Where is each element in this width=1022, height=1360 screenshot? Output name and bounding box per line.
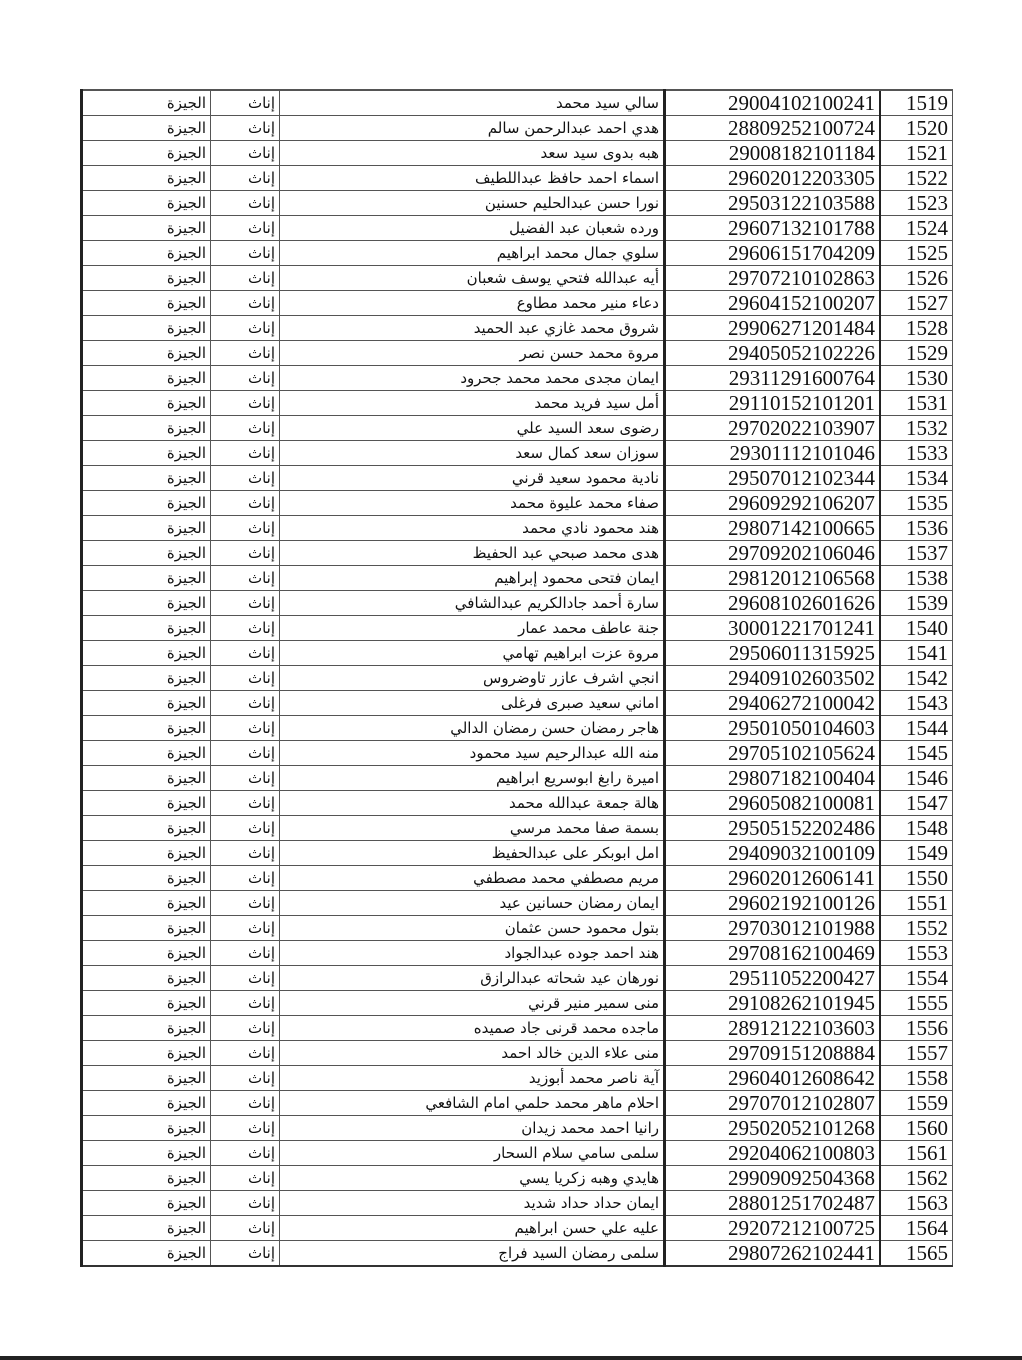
governorate: الجيزة <box>82 416 211 441</box>
row-number: 1532 <box>880 416 953 441</box>
gender: إناث <box>211 616 280 641</box>
row-number: 1537 <box>880 541 953 566</box>
gender: إناث <box>211 116 280 141</box>
gender: إناث <box>211 1016 280 1041</box>
table-row <box>82 616 953 641</box>
national-id: 29502052101268 <box>665 1116 881 1141</box>
governorate: الجيزة <box>82 566 211 591</box>
row-number: 1524 <box>880 216 953 241</box>
row-number: 1529 <box>880 341 953 366</box>
person-name: ايمان مجدى محمد محمد جحرود <box>280 366 665 391</box>
gender: إناث <box>211 766 280 791</box>
row-number: 1541 <box>880 641 953 666</box>
person-name: اميرة رابغ ابوسريع ابراهيم <box>280 766 665 791</box>
national-id: 29110152101201 <box>665 391 881 416</box>
table-row <box>82 216 953 241</box>
person-name: هايدي وهبه زكريا يسي <box>280 1166 665 1191</box>
gender: إناث <box>211 916 280 941</box>
row-number: 1547 <box>880 791 953 816</box>
table-row <box>82 366 953 391</box>
governorate: الجيزة <box>82 741 211 766</box>
national-id: 29607132101788 <box>665 216 881 241</box>
person-name: بتول محمود حسن عثمان <box>280 916 665 941</box>
table-row <box>82 516 953 541</box>
governorate: الجيزة <box>82 191 211 216</box>
person-name: احلام ماهر محمد حلمي امام الشافعي <box>280 1091 665 1116</box>
table-row <box>82 541 953 566</box>
table-row <box>82 816 953 841</box>
person-name: اسماء احمد حافظ عبداللطيف <box>280 166 665 191</box>
gender: إناث <box>211 1091 280 1116</box>
row-number: 1528 <box>880 316 953 341</box>
person-name: عليه علي حسن ابراهيم <box>280 1216 665 1241</box>
person-name: هند احمد جوده عبدالجواد <box>280 941 665 966</box>
table-row <box>82 766 953 791</box>
gender: إناث <box>211 1191 280 1216</box>
gender: إناث <box>211 741 280 766</box>
person-name: هبه بدوى سيد سعد <box>280 141 665 166</box>
person-name: امل ابوبكر على عبدالحفيظ <box>280 841 665 866</box>
table-row <box>82 1116 953 1141</box>
national-id: 29207212100725 <box>665 1216 881 1241</box>
person-name: ورده شعبان عبد الفضيل <box>280 216 665 241</box>
person-name: سالي سيد محمد <box>280 90 665 116</box>
governorate: الجيزة <box>82 966 211 991</box>
governorate: الجيزة <box>82 1166 211 1191</box>
table-row <box>82 791 953 816</box>
row-number: 1536 <box>880 516 953 541</box>
governorate: الجيزة <box>82 216 211 241</box>
page-bottom-edge <box>0 1356 1022 1360</box>
governorate: الجيزة <box>82 991 211 1016</box>
national-id: 29909092504368 <box>665 1166 881 1191</box>
row-number: 1521 <box>880 141 953 166</box>
row-number: 1549 <box>880 841 953 866</box>
governorate: الجيزة <box>82 666 211 691</box>
national-id: 29204062100803 <box>665 1141 881 1166</box>
national-id: 29807262102441 <box>665 1241 881 1267</box>
table-row <box>82 1091 953 1116</box>
national-id: 29609292106207 <box>665 491 881 516</box>
national-id: 28912122103603 <box>665 1016 881 1041</box>
row-number: 1555 <box>880 991 953 1016</box>
person-name: دعاء منير محمد مطاوع <box>280 291 665 316</box>
gender: إناث <box>211 1166 280 1191</box>
national-id: 29602192100126 <box>665 891 881 916</box>
governorate: الجيزة <box>82 466 211 491</box>
national-id: 29707210102863 <box>665 266 881 291</box>
gender: إناث <box>211 941 280 966</box>
national-id: 29709202106046 <box>665 541 881 566</box>
gender: إناث <box>211 166 280 191</box>
row-number: 1520 <box>880 116 953 141</box>
table-row <box>82 1166 953 1191</box>
governorate: الجيزة <box>82 791 211 816</box>
governorate: الجيزة <box>82 491 211 516</box>
person-name: سارة أحمد جادالكريم عبدالشافي <box>280 591 665 616</box>
national-id: 29604152100207 <box>665 291 881 316</box>
governorate: الجيزة <box>82 1041 211 1066</box>
gender: إناث <box>211 816 280 841</box>
gender: إناث <box>211 641 280 666</box>
governorate: الجيزة <box>82 241 211 266</box>
gender: إناث <box>211 516 280 541</box>
table-row <box>82 266 953 291</box>
gender: إناث <box>211 891 280 916</box>
person-name: نادية محمود سعيد قرني <box>280 466 665 491</box>
person-name: هدي احمد عبدالرحمن سالم <box>280 116 665 141</box>
national-id: 29008182101184 <box>665 141 881 166</box>
governorate: الجيزة <box>82 366 211 391</box>
person-name: أمل سيد فريد محمد <box>280 391 665 416</box>
gender: إناث <box>211 791 280 816</box>
row-number: 1546 <box>880 766 953 791</box>
table-row <box>82 691 953 716</box>
governorate: الجيزة <box>82 1191 211 1216</box>
national-id: 29605082100081 <box>665 791 881 816</box>
national-id: 29807182100404 <box>665 766 881 791</box>
row-number: 1554 <box>880 966 953 991</box>
gender: إناث <box>211 341 280 366</box>
table-row <box>82 90 953 116</box>
governorate: الجيزة <box>82 816 211 841</box>
row-number: 1562 <box>880 1166 953 1191</box>
national-id: 29505152202486 <box>665 816 881 841</box>
table-row <box>82 141 953 166</box>
gender: إناث <box>211 1241 280 1267</box>
person-name: هدى محمد صبحي عبد الحفيظ <box>280 541 665 566</box>
governorate: الجيزة <box>82 716 211 741</box>
national-id: 29812012106568 <box>665 566 881 591</box>
governorate: الجيزة <box>82 916 211 941</box>
governorate: الجيزة <box>82 116 211 141</box>
national-id: 29602012203305 <box>665 166 881 191</box>
gender: إناث <box>211 1141 280 1166</box>
row-number: 1564 <box>880 1216 953 1241</box>
gender: إناث <box>211 666 280 691</box>
gender: إناث <box>211 1066 280 1091</box>
row-number: 1539 <box>880 591 953 616</box>
national-id: 29705102105624 <box>665 741 881 766</box>
table-row <box>82 991 953 1016</box>
governorate: الجيزة <box>82 291 211 316</box>
person-name: مريم مصطفي محمد مصطفي <box>280 866 665 891</box>
table-row <box>82 441 953 466</box>
table-row <box>82 841 953 866</box>
person-name: رانيا احمد محمد زيدان <box>280 1116 665 1141</box>
person-name: نورهان عيد شحاته عبدالرازق <box>280 966 665 991</box>
national-id: 29708162100469 <box>665 941 881 966</box>
row-number: 1525 <box>880 241 953 266</box>
row-number: 1543 <box>880 691 953 716</box>
national-id: 29606151704209 <box>665 241 881 266</box>
governorate: الجيزة <box>82 1141 211 1166</box>
person-name: مروة عزت ابراهيم تهامي <box>280 641 665 666</box>
person-name: نورا حسن عبدالحليم حسنين <box>280 191 665 216</box>
row-number: 1534 <box>880 466 953 491</box>
national-id: 29108262101945 <box>665 991 881 1016</box>
row-number: 1535 <box>880 491 953 516</box>
governorate: الجيزة <box>82 1016 211 1041</box>
row-number: 1558 <box>880 1066 953 1091</box>
row-number: 1522 <box>880 166 953 191</box>
person-name: سلمى سامي سلام السحار <box>280 1141 665 1166</box>
national-id: 29405052102226 <box>665 341 881 366</box>
row-number: 1553 <box>880 941 953 966</box>
person-name: رضوى سعد السيد علي <box>280 416 665 441</box>
row-number: 1550 <box>880 866 953 891</box>
national-id: 29409102603502 <box>665 666 881 691</box>
gender: إناث <box>211 691 280 716</box>
national-id: 29604012608642 <box>665 1066 881 1091</box>
table-row <box>82 891 953 916</box>
table-row <box>82 1141 953 1166</box>
gender: إناث <box>211 841 280 866</box>
governorate: الجيزة <box>82 1216 211 1241</box>
row-number: 1545 <box>880 741 953 766</box>
governorate: الجيزة <box>82 516 211 541</box>
table-row <box>82 1241 953 1267</box>
governorate: الجيزة <box>82 591 211 616</box>
national-id: 29406272100042 <box>665 691 881 716</box>
person-name: مروة محمد حسن نصر <box>280 341 665 366</box>
person-name: منى سمير منير قرني <box>280 991 665 1016</box>
table-row <box>82 316 953 341</box>
row-number: 1527 <box>880 291 953 316</box>
table-row <box>82 641 953 666</box>
table-row <box>82 866 953 891</box>
table-row <box>82 741 953 766</box>
row-number: 1540 <box>880 616 953 641</box>
person-name: جنة عاطف محمد عمار <box>280 616 665 641</box>
national-id: 29608102601626 <box>665 591 881 616</box>
row-number: 1557 <box>880 1041 953 1066</box>
governorate: الجيزة <box>82 266 211 291</box>
gender: إناث <box>211 241 280 266</box>
governorate: الجيزة <box>82 316 211 341</box>
gender: إناث <box>211 1116 280 1141</box>
gender: إناث <box>211 191 280 216</box>
national-id: 28801251702487 <box>665 1191 881 1216</box>
governorate: الجيزة <box>82 1116 211 1141</box>
person-name: ماجده محمد قرنى جاد صميده <box>280 1016 665 1041</box>
person-name: ايمان فتحى محمود إبراهيم <box>280 566 665 591</box>
row-number: 1526 <box>880 266 953 291</box>
national-id: 29409032100109 <box>665 841 881 866</box>
governorate: الجيزة <box>82 891 211 916</box>
governorate: الجيزة <box>82 941 211 966</box>
person-name: سلمى رمضان السيد فراج <box>280 1241 665 1267</box>
national-id: 29507012102344 <box>665 466 881 491</box>
governorate: الجيزة <box>82 341 211 366</box>
gender: إناث <box>211 366 280 391</box>
national-id: 29602012606141 <box>665 866 881 891</box>
national-id: 29503122103588 <box>665 191 881 216</box>
gender: إناث <box>211 266 280 291</box>
table-row <box>82 191 953 216</box>
row-number: 1565 <box>880 1241 953 1267</box>
governorate: الجيزة <box>82 90 211 116</box>
gender: إناث <box>211 591 280 616</box>
national-id: 29511052200427 <box>665 966 881 991</box>
row-number: 1542 <box>880 666 953 691</box>
row-number: 1559 <box>880 1091 953 1116</box>
governorate: الجيزة <box>82 541 211 566</box>
governorate: الجيزة <box>82 641 211 666</box>
person-name: أيه عبدالله فتحي يوسف شعبان <box>280 266 665 291</box>
national-id: 29311291600764 <box>665 366 881 391</box>
table-row <box>82 1016 953 1041</box>
table-row <box>82 566 953 591</box>
table-row <box>82 416 953 441</box>
table-row <box>82 491 953 516</box>
person-name: سوزان سعد كمال سعد <box>280 441 665 466</box>
governorate: الجيزة <box>82 166 211 191</box>
person-name: سلوي جمال محمد ابراهيم <box>280 241 665 266</box>
row-number: 1563 <box>880 1191 953 1216</box>
gender: إناث <box>211 216 280 241</box>
person-name: هاجر رمضان حسن رمضان الدالي <box>280 716 665 741</box>
governorate: الجيزة <box>82 391 211 416</box>
governorate: الجيزة <box>82 441 211 466</box>
gender: إناث <box>211 966 280 991</box>
national-id: 28809252100724 <box>665 116 881 141</box>
national-id: 29004102100241 <box>665 90 881 116</box>
governorate: الجيزة <box>82 1066 211 1091</box>
national-id: 29702022103907 <box>665 416 881 441</box>
table-row <box>82 291 953 316</box>
person-name: صفاء محمد عليوة محمد <box>280 491 665 516</box>
row-number: 1519 <box>880 90 953 116</box>
person-name: انجي اشرف عازر تاوضروس <box>280 666 665 691</box>
governorate: الجيزة <box>82 766 211 791</box>
table-row <box>82 166 953 191</box>
table-row <box>82 116 953 141</box>
row-number: 1530 <box>880 366 953 391</box>
row-number: 1552 <box>880 916 953 941</box>
person-name: بسمة صفا محمد مرسي <box>280 816 665 841</box>
national-id: 29709151208884 <box>665 1041 881 1066</box>
row-number: 1523 <box>880 191 953 216</box>
governorate: الجيزة <box>82 616 211 641</box>
gender: إناث <box>211 141 280 166</box>
gender: إناث <box>211 491 280 516</box>
gender: إناث <box>211 90 280 116</box>
table-row <box>82 916 953 941</box>
row-number: 1544 <box>880 716 953 741</box>
gender: إناث <box>211 316 280 341</box>
gender: إناث <box>211 541 280 566</box>
gender: إناث <box>211 1216 280 1241</box>
governorate: الجيزة <box>82 1091 211 1116</box>
table-row <box>82 941 953 966</box>
row-number: 1551 <box>880 891 953 916</box>
governorate: الجيزة <box>82 691 211 716</box>
table-row <box>82 341 953 366</box>
gender: إناث <box>211 1041 280 1066</box>
row-number: 1533 <box>880 441 953 466</box>
national-id: 29707012102807 <box>665 1091 881 1116</box>
national-id: 29301112101046 <box>665 441 881 466</box>
person-name: هند محمود نادي محمد <box>280 516 665 541</box>
table-row <box>82 716 953 741</box>
gender: إناث <box>211 866 280 891</box>
gender: إناث <box>211 991 280 1016</box>
gender: إناث <box>211 391 280 416</box>
table-row <box>82 391 953 416</box>
row-number: 1556 <box>880 1016 953 1041</box>
gender: إناث <box>211 466 280 491</box>
gender: إناث <box>211 291 280 316</box>
row-number: 1561 <box>880 1141 953 1166</box>
table-row <box>82 1191 953 1216</box>
table-row <box>82 1216 953 1241</box>
person-name: هالة جمعة عبدالله محمد <box>280 791 665 816</box>
row-number: 1548 <box>880 816 953 841</box>
person-name: آية ناصر محمد أبوزيد <box>280 1066 665 1091</box>
national-id: 29501050104603 <box>665 716 881 741</box>
table-row <box>82 1041 953 1066</box>
governorate: الجيزة <box>82 866 211 891</box>
row-number: 1538 <box>880 566 953 591</box>
names-table <box>80 89 953 1267</box>
table-row <box>82 666 953 691</box>
person-name: ايمان حداد حداد شديد <box>280 1191 665 1216</box>
gender: إناث <box>211 441 280 466</box>
table-row <box>82 966 953 991</box>
governorate: الجيزة <box>82 841 211 866</box>
table-row <box>82 591 953 616</box>
table-row <box>82 1066 953 1091</box>
national-id: 29703012101988 <box>665 916 881 941</box>
governorate: الجيزة <box>82 1241 211 1267</box>
row-number: 1560 <box>880 1116 953 1141</box>
gender: إناث <box>211 716 280 741</box>
person-name: ايمان رمضان حسانين عيد <box>280 891 665 916</box>
person-name: اماني سعيد صبرى فرغلى <box>280 691 665 716</box>
table-row <box>82 241 953 266</box>
national-id: 29506011315925 <box>665 641 881 666</box>
row-number: 1531 <box>880 391 953 416</box>
person-name: منه الله عبدالرحيم سيد محمود <box>280 741 665 766</box>
person-name: منى علاء الدين خالد احمد <box>280 1041 665 1066</box>
gender: إناث <box>211 416 280 441</box>
national-id: 30001221701241 <box>665 616 881 641</box>
national-id: 29906271201484 <box>665 316 881 341</box>
table-row <box>82 466 953 491</box>
national-id: 29807142100665 <box>665 516 881 541</box>
person-name: شروق محمد غازي عبد الحميد <box>280 316 665 341</box>
gender: إناث <box>211 566 280 591</box>
governorate: الجيزة <box>82 141 211 166</box>
